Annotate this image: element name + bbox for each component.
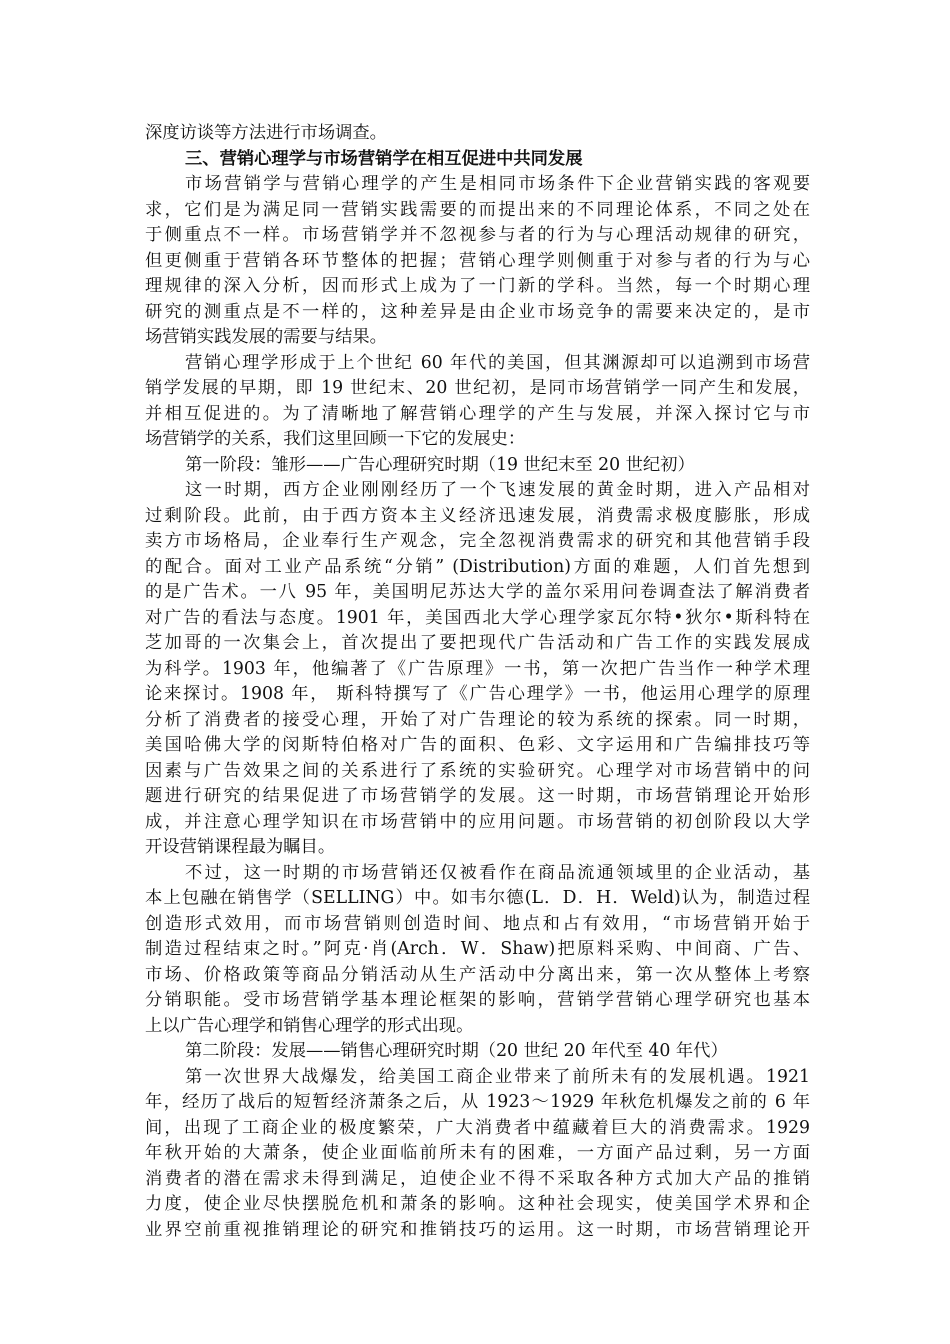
text-line: 第一阶段：雏形——广告心理研究时期（19 世纪末至 20 世纪初）: [185, 454, 695, 475]
text-line: 营销心理学形成于上个世纪 60 年代的美国，但其渊源却可以追溯到市场营: [185, 352, 810, 373]
text-line: 理规律的深入分析，因而形式上成为了一门新的学科。当然，每一个时期心理: [145, 276, 810, 296]
text-line: 开设营销课程最为瞩目。: [145, 837, 336, 857]
text-line: 第一次世界大战爆发，给美国工商企业带来了前所未有的发展机遇。1921: [185, 1066, 810, 1087]
text-line: 的配合。面对工业产品系统“分销” (Distribution)方面的难题，人们首先想到: [145, 556, 810, 577]
text-line: 市场营销学与营销心理学的产生是相同市场条件下企业营销实践的客观要: [185, 174, 810, 194]
body-text: [145, 121, 810, 1243]
text-line: 但更侧重于营销各环节整体的把握；营销心理学则侧重于对参与者的行为与心: [145, 250, 810, 271]
text-line: 卖方市场格局，企业奉行生产观念，完全忽视消费需求的研究和其他营销手段: [145, 531, 810, 551]
text-line: 对广告的看法与态度。1901 年，美国西北大学心理学家瓦尔特•狄尔•斯科特在: [145, 607, 810, 628]
text-line: 深度访谈等方法进行市场调查。: [145, 123, 387, 143]
text-line: 场营销实践发展的需要与结果。: [145, 327, 387, 347]
text-line: 研究的测重点是不一样的，这种差异是由企业市场竞争的需要来决定的，是市: [145, 301, 810, 322]
text-line: 场营销学的关系，我们这里回顾一下它的发展史：: [145, 429, 526, 449]
text-line: 市场、价格政策等商品分销活动从生产活动中分离出来，第一次从整体上考察: [145, 964, 810, 985]
text-line: 制造过程结束之时。”阿克·肖(Arch．W．Shaw)把原料采购、中间商、广告、: [145, 939, 810, 959]
text-line: 间，出现了工商企业的极度繁荣，广大消费者中蕴藏着巨大的消费需求。1929: [145, 1117, 810, 1138]
text-line: 消费者的潜在需求未得到满足，迫使企业不得不采取各种方式加大产品的推销: [145, 1168, 810, 1189]
text-line: 成，并注意心理学知识在市场营销中的应用问题。市场营销的初创阶段以大学: [145, 811, 810, 832]
text-line: 不过，这一时期的市场营销还仅被看作在商品流通领域里的企业活动，基: [185, 862, 810, 883]
text-line: 分析了消费者的接受心理，开始了对广告理论的较为系统的探索。同一时期，: [145, 709, 810, 730]
text-line: 业界空前重视推销理论的研究和推销技巧的运用。这一时期，市场营销理论开: [145, 1219, 810, 1240]
text-line: 因素与广告效果之间的关系进行了系统的实验研究。心理学对市场营销中的问: [145, 760, 810, 781]
text-line: 于侧重点不一样。市场营销学并不忽视参与者的行为与心理活动规律的研究，: [145, 225, 810, 245]
text-line: 上以广告心理学和销售心理学的形式出现。: [145, 1015, 474, 1036]
text-line: 芝加哥的一次集会上，首次提出了要把现代广告活动和广告工作的实践发展成: [145, 633, 810, 653]
text-line: 这一时期，西方企业刚刚经历了一个飞速发展的黄金时期，进入产品相对: [185, 480, 810, 500]
text-line: 过剩阶段。此前，由于西方资本主义经济迅速发展，消费需求极度膨胀，形成: [145, 505, 810, 526]
text-line: 的是广告术。一八 95 年，美国明尼苏达大学的盖尔采用问卷调查法了解消费者: [145, 582, 810, 602]
section-heading: 三、营销心理学与市场营销学在相互促进中共同发展: [185, 148, 583, 169]
text-line: 美国哈佛大学的闵斯特伯格对广告的面积、色彩、文字运用和广告编排技巧等: [145, 735, 810, 755]
text-line: 本上包融在销售学（SELLING）中。如韦尔德(L．D．H．Weld)认为，制造过程: [145, 888, 810, 908]
text-line: 分销职能。受市场营销学基本理论框架的影响，营销学营销心理学研究也基本: [145, 990, 810, 1010]
text-line: 年，经历了战后的短暂经济萧条之后，从 1923～1929 年秋危机爆发之前的 6 年: [145, 1092, 810, 1112]
text-line: 题进行研究的结果促进了市场营销学的发展。这一时期，市场营销理论开始形: [145, 786, 810, 806]
text-line: 求，它们是为满足同一营销实践需要的而提出来的不同理论体系，不同之处在: [145, 199, 810, 220]
text-line: 创造形式效用，而市场营销则创造时间、地点和占有效用，“市场营销开始于: [145, 913, 810, 934]
text-line: 第二阶段：发展——销售心理研究时期（20 世纪 20 年代至 40 年代）: [185, 1041, 728, 1061]
text-line: 力度，使企业尽快摆脱危机和萧条的影响。这种社会现实，使美国学术界和企: [145, 1194, 810, 1214]
text-line: 并相互促进的。为了清晰地了解营销心理学的产生与发展，并深入探讨它与市: [145, 403, 810, 424]
text-line: 论来探讨。1908 年， 斯科特撰写了《广告心理学》一书，他运用心理学的原理: [145, 684, 810, 704]
text-line: 年秋开始的大萧条，使企业面临前所未有的困难，一方面产品过剩，另一方面: [145, 1143, 810, 1163]
text-line: 销学发展的早期，即 19 世纪末、20 世纪初，是同市场营销学一同产生和发展，: [145, 378, 810, 398]
text-line: 为科学。1903 年，他编著了《广告原理》一书，第一次把广告当作一种学术理: [145, 658, 810, 679]
